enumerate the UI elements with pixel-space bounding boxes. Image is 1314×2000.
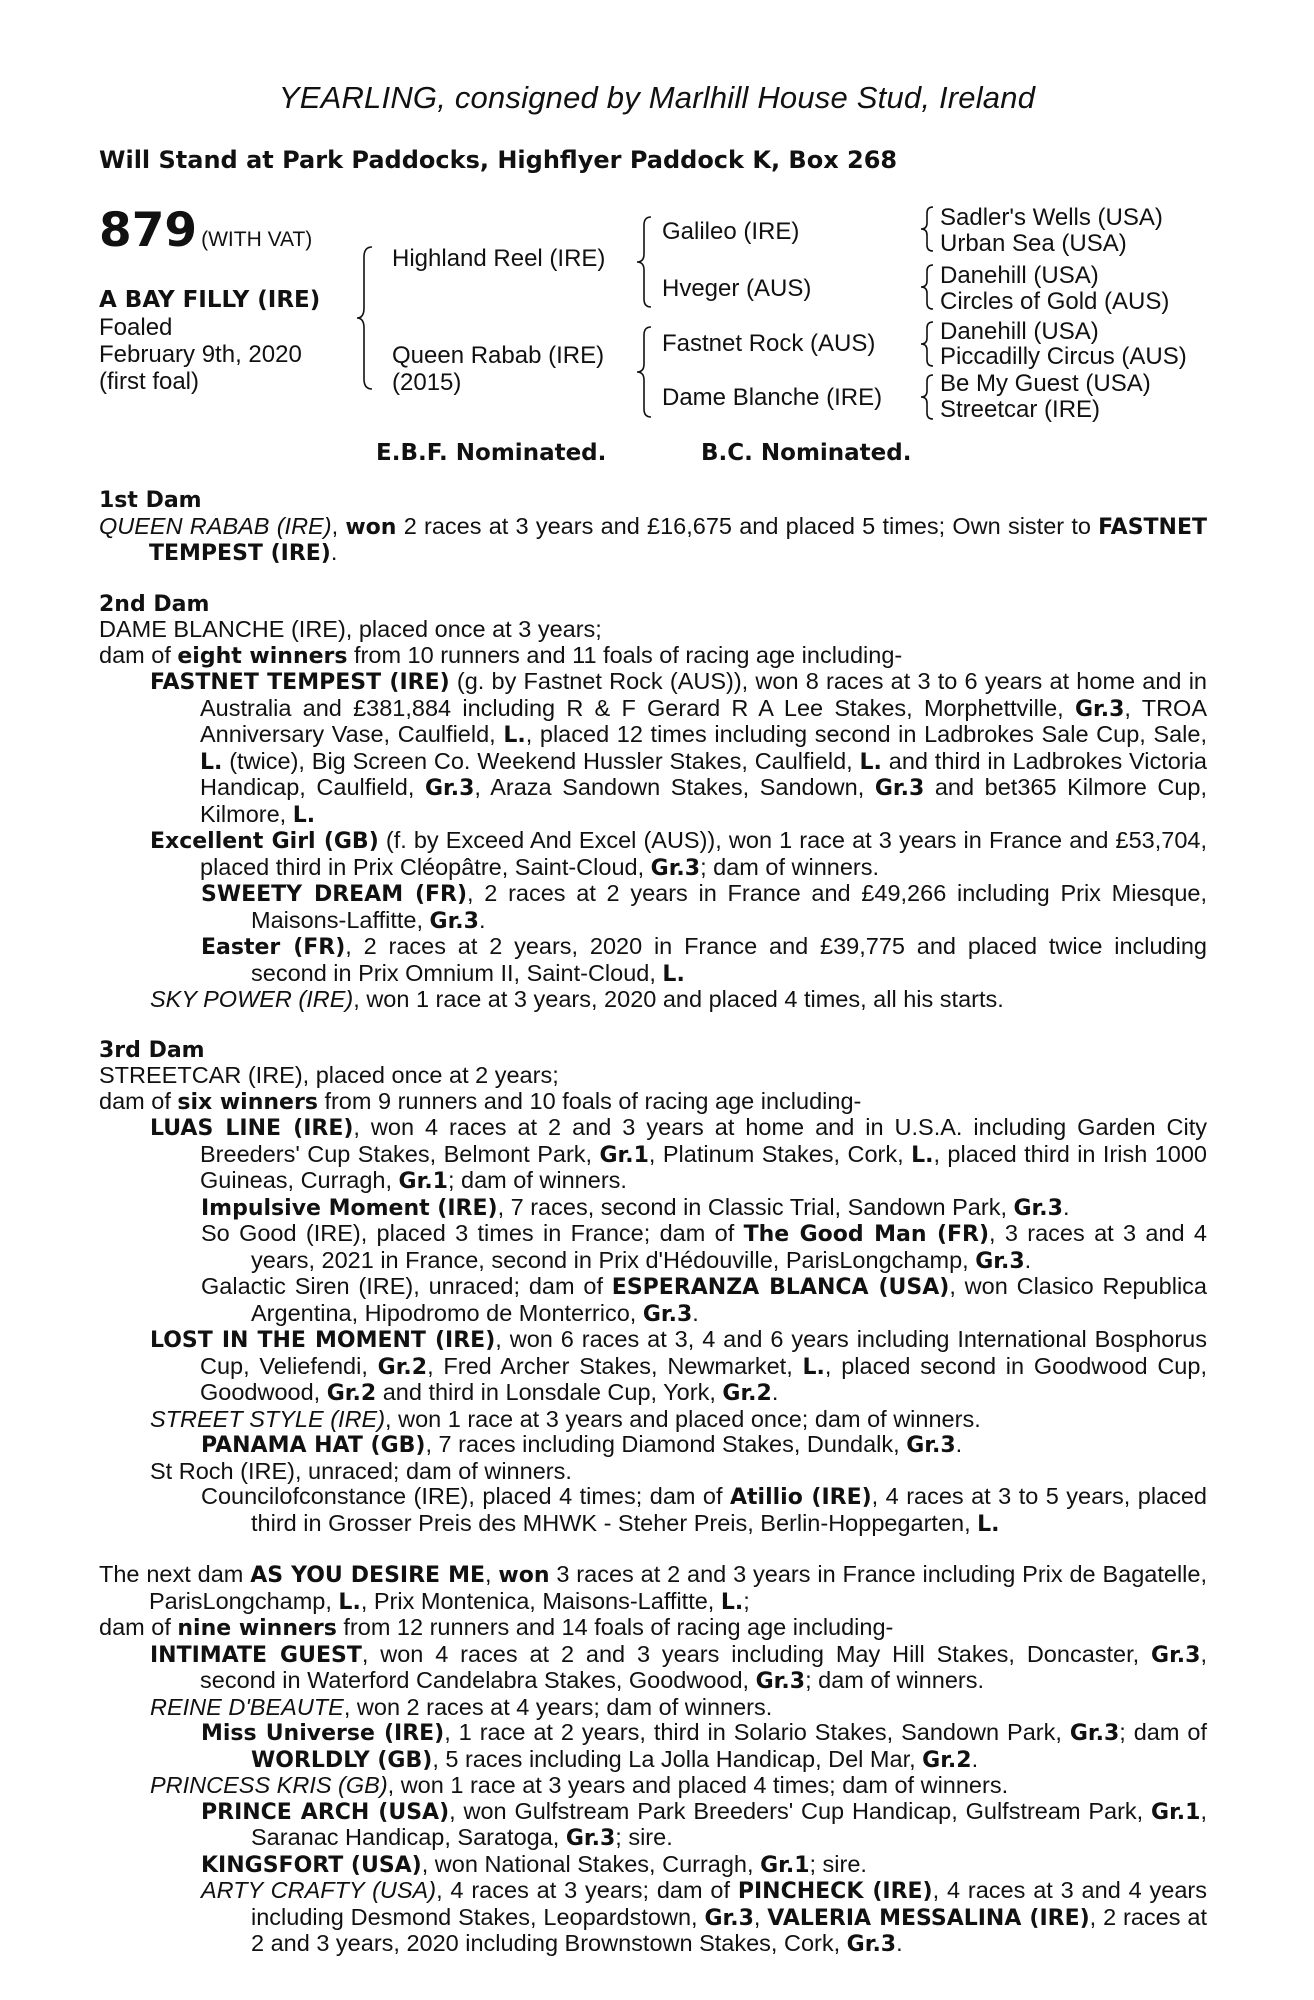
- italic-text: REINE D'BEAUTE: [150, 1693, 344, 1720]
- record-paragraph: [99, 1484, 1207, 1537]
- text-run: , won National Stakes, Curragh,: [421, 1850, 761, 1877]
- record-paragraph: [99, 1195, 1207, 1222]
- text-run: , 3 races at 3 and 4 years, 2021 in France, second in Prix d'Hédouville, ParisLongchamp,: [251, 1220, 1207, 1273]
- bold-text: Gr.2: [722, 1381, 772, 1406]
- pedigree-brace-dd: [920, 373, 938, 421]
- bold-text: FASTNET TEMPEST (IRE): [149, 514, 1208, 566]
- record-paragraph: [99, 1432, 1207, 1459]
- bold-text: KINGSFORT (USA): [201, 1852, 422, 1878]
- pedigree-ddd: Streetcar (IRE): [940, 396, 1101, 423]
- bold-text: LUAS LINE (IRE): [150, 1116, 354, 1141]
- foaled-date: February 9th, 2020: [99, 341, 302, 368]
- text-run: , 4 races at 3 years; dam of: [436, 1877, 738, 1903]
- pedigree-dam: Queen Rabab (IRE): [392, 342, 605, 369]
- bold-text: PINCHECK (IRE): [737, 1879, 933, 1904]
- stand-location: Will Stand at Park Paddocks, Highflyer Paddock K, Box 268: [99, 146, 898, 174]
- text-run: from 10 runners and 11 foals of racing age including-: [347, 641, 903, 668]
- bold-text: VALERIA MESSALINA (IRE): [767, 1905, 1090, 1931]
- bold-text: Gr.3: [755, 1669, 806, 1694]
- pedigree-sdd: Circles of Gold (AUS): [940, 288, 1170, 315]
- text-run: , won 1 race at 3 years and placed once; dam of winners.: [385, 1405, 981, 1432]
- bold-text: Gr.3: [642, 1301, 693, 1327]
- bold-text: L.: [720, 1589, 744, 1615]
- horse-name: A BAY FILLY (IRE): [99, 287, 321, 313]
- bold-text: Gr.3: [565, 1826, 616, 1851]
- bold-text: L.: [662, 961, 685, 987]
- record-paragraph: [99, 669, 1207, 828]
- record-paragraph: [99, 1089, 1207, 1116]
- text-run: ,: [331, 512, 346, 539]
- bold-text: L.: [200, 749, 223, 775]
- text-run: ; dam of winners.: [700, 853, 880, 880]
- bold-text: Gr.1: [398, 1169, 448, 1194]
- bold-text: Impulsive Moment (IRE): [201, 1195, 498, 1221]
- text-run: ; sire.: [615, 1824, 673, 1850]
- text-run: .: [692, 1299, 699, 1326]
- pedigree-dam-year: (2015): [392, 369, 462, 396]
- text-run: , Fred Archer Stakes, Newmarket,: [427, 1352, 803, 1379]
- bold-text: won: [345, 514, 397, 540]
- pedigree-brace-dam: [636, 325, 658, 419]
- bold-text: L.: [338, 1589, 361, 1615]
- italic-text: QUEEN RABAB (IRE): [99, 512, 332, 539]
- text-run: STREETCAR (IRE), placed once at 2 years;: [99, 1062, 559, 1088]
- italic-text: ARTY CRAFTY (USA): [201, 1877, 437, 1903]
- page-title: YEARLING, consigned by Marlhill House Stud, Ireland: [278, 80, 1036, 115]
- text-run: (f. by Exceed And Excel (AUS)), won 1 race at 3 years in France and £53,704, placed third in Prix Cléopâtre, Saint-Cloud,: [200, 827, 1207, 880]
- record-paragraph: [99, 1063, 1207, 1089]
- text-run: .: [1024, 1246, 1032, 1273]
- pedigree-dam-dam: Dame Blanche (IRE): [662, 384, 883, 411]
- record-paragraph: [99, 1221, 1207, 1274]
- bold-text: six winners: [177, 1089, 318, 1115]
- record-paragraph: [99, 934, 1207, 987]
- bold-text: WORLDLY (GB): [251, 1747, 433, 1773]
- record-paragraph: [99, 1695, 1207, 1721]
- text-run: , 1 race at 2 years, third in Solario Stakes, Sandown Park,: [444, 1719, 1070, 1745]
- bold-text: Gr.3: [874, 776, 925, 801]
- text-run: DAME BLANCHE (IRE), placed once at 3 years;: [99, 616, 602, 642]
- bold-text: PANAMA HAT (GB): [201, 1433, 426, 1458]
- text-run: ; dam of: [1119, 1719, 1207, 1745]
- text-run: , TROA Anniversary Vase, Caulfield,: [200, 694, 1207, 747]
- text-run: , won 1 race at 3 years and placed 4 times; dam of winners.: [387, 1772, 1009, 1798]
- text-run: from 12 runners and 14 foals of racing age including-: [336, 1614, 894, 1640]
- record-paragraph: [99, 1720, 1207, 1773]
- text-run: , Saranac Handicap, Saratoga,: [251, 1797, 1207, 1850]
- text-run: , won 4 races at 2 and 3 years including May Hill Stakes, Doncaster,: [361, 1640, 1152, 1667]
- text-run: .: [971, 1745, 979, 1772]
- second-dam-heading: 2nd Dam: [99, 591, 210, 617]
- bold-text: Gr.1: [1151, 1799, 1201, 1825]
- text-run: .: [955, 1431, 963, 1457]
- text-run: (g. by Fastnet Rock (AUS)), won 8 races at 3 to 6 years at home and in Australia and £381,884 including R & F Gerard R A Lee Stakes, Morphettville,: [200, 668, 1207, 721]
- bold-text: Gr.3: [424, 776, 475, 801]
- record-paragraph: [99, 1773, 1207, 1799]
- lot-number: 879: [99, 203, 198, 258]
- foal-note: (first foal): [99, 368, 200, 395]
- bold-text: ESPERANZA BLANCA (USA): [611, 1275, 950, 1300]
- text-run: .: [1062, 1193, 1070, 1220]
- text-run: , won Clasico Republica Argentina, Hipodromo de Monterrico,: [251, 1273, 1207, 1326]
- text-run: The next dam: [99, 1561, 251, 1587]
- record-paragraph: [99, 1459, 1207, 1485]
- text-run: , 4 races at 3 and 4 years including Desmond Stakes, Leopardstown,: [251, 1877, 1207, 1930]
- record-paragraph: [99, 643, 1207, 670]
- text-run: , won 4 races at 2 and 3 years at home and in U.S.A. including Garden City Breeders' Cup Stakes, Belmont Park,: [200, 1114, 1207, 1167]
- bold-text: PRINCE ARCH (USA): [201, 1799, 450, 1825]
- record-paragraph: [99, 617, 1207, 643]
- bold-text: L.: [802, 1354, 825, 1380]
- bold-text: Gr.2: [377, 1354, 428, 1380]
- text-run: St Roch (IRE), unraced; dam of winners.: [150, 1457, 572, 1484]
- record-paragraph: [99, 1642, 1207, 1695]
- bold-text: Gr.3: [429, 908, 479, 934]
- record-paragraph: [99, 1562, 1207, 1615]
- first-dam-paragraph: [99, 514, 1207, 567]
- text-run: .: [771, 1379, 779, 1405]
- bold-text: L.: [859, 749, 882, 775]
- text-run: 3 races at 2 and 3 years in France including Prix de Bagatelle, ParisLongchamp,: [149, 1561, 1207, 1614]
- bold-text: AS YOU DESIRE ME: [250, 1563, 485, 1588]
- text-run: , won Gulfstream Park Breeders' Cup Handicap, Gulfstream Park,: [449, 1797, 1152, 1824]
- record-paragraph: [99, 1274, 1207, 1327]
- pedigree-brace-main: [356, 245, 380, 391]
- record-paragraph: [99, 1407, 1207, 1433]
- text-run: , Araza Sandown Stakes, Sandown,: [474, 774, 875, 800]
- pedigree-sire-dam: Hveger (AUS): [662, 275, 812, 302]
- bold-text: eight winners: [177, 643, 348, 669]
- bold-text: INTIMATE GUEST: [150, 1642, 362, 1668]
- bold-text: The Good Man (FR): [743, 1222, 990, 1247]
- bold-text: nine winners: [177, 1616, 337, 1641]
- bold-text: Atillio (IRE): [729, 1485, 872, 1510]
- text-run: dam of: [99, 1087, 178, 1114]
- bold-text: SWEETY DREAM (FR): [201, 882, 468, 907]
- text-run: , won 2 races at 4 years; dam of winners.: [343, 1693, 773, 1720]
- text-run: and third in Ladbrokes Victoria Handicap, Caulfield,: [200, 747, 1207, 800]
- text-run: ,: [753, 1903, 768, 1930]
- record-paragraph: [99, 987, 1207, 1013]
- bold-text: Gr.3: [975, 1248, 1025, 1274]
- pedigree-dsd: Piccadilly Circus (AUS): [940, 343, 1187, 370]
- text-run: Galactic Siren (IRE), unraced; dam of: [201, 1273, 612, 1299]
- text-run: 2 races at 3 years and £16,675 and placed 5 times; Own sister to: [396, 512, 1099, 539]
- italic-text: PRINCESS KRIS (GB): [150, 1772, 388, 1798]
- text-run: , Prix Montenica, Maisons-Laffitte,: [360, 1587, 721, 1614]
- record-paragraph: [99, 828, 1207, 881]
- bold-text: FASTNET TEMPEST (IRE): [150, 670, 450, 695]
- pedigree-sire-sire: Galileo (IRE): [662, 218, 800, 245]
- text-run: , 2 races at 2 years in France and £49,266 including Prix Miesque, Maisons-Laffitte,: [251, 880, 1207, 933]
- text-run: and bet365 Kilmore Cup, Kilmore,: [200, 774, 1208, 827]
- text-run: , placed third in Irish 1000 Guineas, Curragh,: [200, 1140, 1207, 1193]
- text-run: , second in Waterford Candelabra Stakes, Goodwood,: [200, 1640, 1207, 1693]
- pedigree-brace-ss: [920, 205, 938, 253]
- text-run: from 9 runners and 10 foals of racing age including-: [317, 1087, 862, 1114]
- text-run: Councilofconstance (IRE), placed 4 times; dam of: [201, 1483, 730, 1509]
- pedigree-sss: Sadler's Wells (USA): [940, 204, 1163, 231]
- third-dam-section: [99, 1063, 1207, 1537]
- bold-text: Gr.1: [599, 1142, 649, 1168]
- produce-record: [99, 488, 1207, 1958]
- text-run: (twice), Big Screen Co. Weekend Hussler Stakes, Caulfield,: [222, 747, 860, 774]
- text-run: So Good (IRE), placed 3 times in France; dam of: [201, 1220, 744, 1246]
- bold-text: Excellent Girl (GB): [150, 829, 379, 854]
- text-run: , 4 races at 3 to 5 years, placed third in Grosser Preis des MHWK - Steher Preis, Berlin-Hoppegarten,: [251, 1483, 1207, 1536]
- third-dam-heading: 3rd Dam: [99, 1037, 205, 1063]
- bold-text: Gr.3: [1013, 1195, 1063, 1221]
- pedigree-dds: Be My Guest (USA): [940, 370, 1151, 397]
- record-paragraph: [99, 1878, 1207, 1958]
- pedigree-dam-sire: Fastnet Rock (AUS): [662, 330, 876, 357]
- text-run: .: [330, 539, 338, 565]
- bold-text: Gr.1: [760, 1852, 810, 1878]
- bold-text: L.: [911, 1142, 934, 1168]
- text-run: ; dam of winners.: [805, 1667, 984, 1693]
- bold-text: Gr.3: [1074, 696, 1125, 722]
- foaled-label: Foaled: [99, 314, 173, 341]
- pedigree-sire: Highland Reel (IRE): [392, 245, 606, 272]
- text-run: , placed second in Goodwood Cup, Goodwood,: [200, 1352, 1207, 1405]
- bold-text: L.: [292, 802, 316, 828]
- bold-text: Gr.3: [650, 855, 701, 881]
- bold-text: Gr.2: [326, 1381, 377, 1406]
- text-run: and third in Lonsdale Cup, York,: [376, 1379, 723, 1405]
- italic-text: STREET STYLE (IRE): [150, 1405, 386, 1432]
- text-run: ,: [485, 1561, 499, 1587]
- text-run: , won 6 races at 3, 4 and 6 years including International Bosphorus Cup, Veliefendi,: [200, 1326, 1208, 1379]
- text-run: ; sire.: [809, 1850, 867, 1877]
- text-run: .: [896, 1930, 903, 1956]
- bold-text: LOST IN THE MOMENT (IRE): [150, 1328, 496, 1353]
- record-paragraph: [99, 881, 1207, 934]
- bold-text: Miss Universe (IRE): [201, 1721, 445, 1746]
- next-dam-section: [99, 1562, 1207, 1958]
- pedigree-ssd: Urban Sea (USA): [940, 230, 1127, 257]
- second-dam-section: [99, 617, 1207, 1013]
- text-run: , placed 12 times including second in Ladbrokes Sale Cup, Sale,: [525, 721, 1207, 747]
- text-run: , 7 races, second in Classic Trial, Sandown Park,: [497, 1193, 1014, 1220]
- bold-text: Gr.3: [906, 1433, 956, 1458]
- text-run: , Platinum Stakes, Cork,: [648, 1140, 912, 1167]
- text-run: ; dam of winners.: [447, 1167, 627, 1193]
- ebf-nomination: E.B.F. Nominated.: [376, 440, 607, 466]
- pedigree-dss: Danehill (USA): [940, 318, 1099, 345]
- record-paragraph: [99, 1615, 1207, 1642]
- italic-text: SKY POWER (IRE): [150, 986, 354, 1012]
- pedigree-brace-sd: [920, 263, 938, 311]
- text-run: , 2 races at 2 years, 2020 in France and £39,775 and placed twice including second in Prix Omnium II, Saint-Cloud,: [251, 933, 1207, 986]
- text-run: , 2 races at 2 and 3 years, 2020 including Brownstown Stakes, Cork,: [251, 1903, 1207, 1956]
- record-paragraph: [99, 1115, 1207, 1195]
- bold-text: Gr.2: [922, 1747, 972, 1773]
- bold-text: Easter (FR): [201, 935, 346, 960]
- vat-note: (WITH VAT): [201, 228, 313, 251]
- pedigree-sds: Danehill (USA): [940, 262, 1099, 289]
- text-run: dam of: [99, 1614, 178, 1640]
- record-paragraph: [99, 1852, 1207, 1879]
- bold-text: Gr.3: [1069, 1721, 1120, 1746]
- text-run: ;: [743, 1587, 750, 1614]
- horse-details: [99, 287, 320, 395]
- text-run: dam of: [99, 641, 178, 668]
- record-paragraph: [99, 1799, 1207, 1852]
- pedigree-brace-sire: [636, 215, 658, 309]
- text-run: , won 1 race at 3 years, 2020 and placed 4 times, all his starts.: [353, 986, 1004, 1012]
- bold-text: Gr.3: [704, 1905, 754, 1931]
- first-dam-heading: 1st Dam: [99, 488, 202, 513]
- bold-text: Gr.3: [1151, 1642, 1201, 1668]
- lot-number-block: [99, 203, 312, 258]
- bold-text: Gr.3: [846, 1932, 897, 1957]
- bold-text: L.: [503, 723, 526, 748]
- pedigree-brace-ds: [920, 320, 938, 368]
- record-paragraph: [99, 1327, 1207, 1407]
- text-run: , 5 races including La Jolla Handicap, Del Mar,: [432, 1745, 923, 1772]
- bold-text: won: [498, 1563, 550, 1588]
- bc-nomination: B.C. Nominated.: [701, 440, 912, 466]
- bold-text: L.: [977, 1511, 1000, 1537]
- text-run: , 7 races including Diamond Stakes, Dundalk,: [425, 1431, 907, 1457]
- text-run: .: [478, 906, 486, 933]
